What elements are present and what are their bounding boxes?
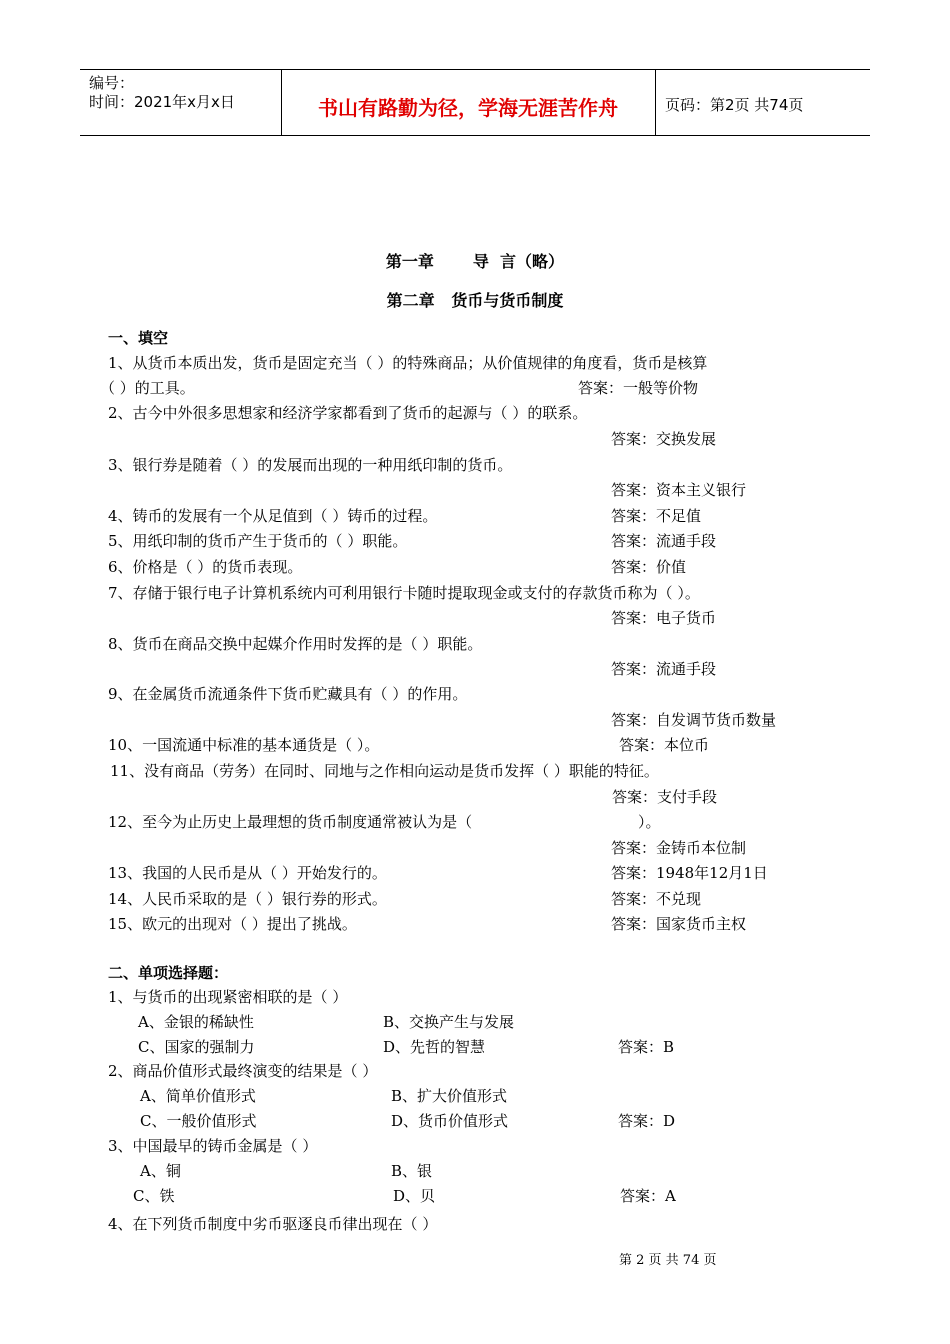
choice-2-answer: 答案：D — [618, 1112, 676, 1130]
question-9: 9、在金属货币流通条件下货币贮藏具有（ ）的作用。 — [108, 685, 468, 703]
question-14: 14、人民币采取的是（ ）银行券的形式。 — [108, 890, 387, 908]
header-bottom-rule — [80, 135, 870, 136]
choice-3-option-d: D、贝 — [393, 1187, 436, 1205]
question-8: 8、货币在商品交换中起媒介作用时发挥的是（ ）职能。 — [108, 635, 483, 653]
answer-3: 答案：资本主义银行 — [611, 481, 747, 499]
answer-9: 答案：自发调节货币数量 — [611, 711, 777, 729]
choice-1-answer: 答案：B — [618, 1038, 675, 1056]
choice-question-1: 1、与货币的出现紧密相联的是（ ） — [108, 988, 348, 1006]
answer-4: 答案：不足值 — [611, 507, 702, 525]
answer-5: 答案：流通手段 — [611, 532, 717, 550]
question-5: 5、用纸印制的货币产生于货币的（ ）职能。 — [108, 532, 408, 550]
question-3: 3、银行券是随着（ ）的发展而出现的一种用纸印制的货币。 — [108, 456, 513, 474]
choice-3-option-b: B、银 — [391, 1162, 433, 1180]
answer-12: 答案：金铸币本位制 — [611, 839, 747, 857]
question-12: 12、至今为止历史上最理想的货币制度通常被认为是（ — [108, 813, 473, 831]
choice-2-option-c: C、一般价值形式 — [140, 1112, 257, 1130]
choice-1-option-b: B、交换产生与发展 — [383, 1013, 515, 1031]
page-info: 页码：第2页 共74页 — [665, 96, 804, 114]
chapter2-title: 第二章 货币与货币制度 — [386, 291, 564, 310]
question-10: 10、一国流通中标准的基本通货是（ ）。 — [108, 736, 380, 754]
answer-10: 答案：本位币 — [619, 736, 710, 754]
serial-label: 编号： — [89, 74, 135, 92]
answer-1: 答案：一般等价物 — [578, 379, 699, 397]
header-divider-right — [655, 69, 656, 136]
choice-3-answer: 答案：A — [620, 1187, 676, 1205]
choice-question-4: 4、在下列货币制度中劣币驱逐良币律出现在（ ） — [108, 1215, 438, 1233]
answer-6: 答案：价值 — [611, 558, 687, 576]
question-12-close: ）。 — [638, 813, 661, 831]
page-footer: 第 2 页 共 74 页 — [619, 1253, 717, 1268]
header-top-rule — [80, 69, 870, 70]
question-15: 15、欧元的出现对（ ）提出了挑战。 — [108, 915, 357, 933]
choice-1-option-c: C、国家的强制力 — [138, 1038, 255, 1056]
choice-question-2: 2、商品价值形式最终演变的结果是（ ） — [108, 1062, 378, 1080]
answer-2: 答案：交换发展 — [611, 430, 717, 448]
header-divider-left — [281, 69, 282, 136]
chapter1-title: 第一章 导 言（略） — [385, 252, 565, 271]
answer-14: 答案：不兑现 — [611, 890, 702, 908]
question-11: 11、没有商品（劳务）在同时、同地与之作相向运动是货币发挥（ ）职能的特征。 — [110, 762, 659, 780]
choice-1-option-a: A、金银的稀缺性 — [138, 1013, 254, 1031]
section-heading-fill-blank: 一、填空 — [108, 329, 169, 347]
motto: 书山有路勤为径，学海无涯苦作舟 — [318, 96, 618, 120]
question-7: 7、存储于银行电子计算机系统内可利用银行卡随时提取现金或支付的存款货币称为（ ）。 — [108, 584, 700, 602]
answer-8: 答案：流通手段 — [611, 660, 717, 678]
answer-11: 答案：支付手段 — [612, 788, 718, 806]
question-1-line2: （ ）的工具。 — [100, 379, 195, 397]
section-heading-single-choice: 二、单项选择题： — [108, 964, 229, 982]
question-4: 4、铸币的发展有一个从足值到（ ）铸币的过程。 — [108, 507, 438, 525]
choice-1-option-d: D、先哲的智慧 — [383, 1038, 486, 1056]
answer-13: 答案：1948年12月1日 — [611, 864, 768, 882]
choice-3-option-c: C、铁 — [133, 1187, 175, 1205]
choice-3-option-a: A、铜 — [140, 1162, 181, 1180]
choice-2-option-b: B、扩大价值形式 — [391, 1087, 508, 1105]
question-2: 2、古今中外很多思想家和经济学家都看到了货币的起源与（ ）的联系。 — [108, 404, 588, 422]
answer-15: 答案：国家货币主权 — [611, 915, 747, 933]
question-1-line1: 1、从货币本质出发，货币是固定充当（ ）的特殊商品；从价值规律的角度看，货币是核算 — [108, 354, 708, 372]
choice-2-option-d: D、货币价值形式 — [391, 1112, 509, 1130]
date-line: 时间：2021年x月x日 — [89, 93, 235, 111]
choice-2-option-a: A、简单价值形式 — [140, 1087, 256, 1105]
answer-7: 答案：电子货币 — [611, 609, 717, 627]
question-6: 6、价格是（ ）的货币表现。 — [108, 558, 303, 576]
choice-question-3: 3、中国最早的铸币金属是（ ） — [108, 1137, 318, 1155]
question-13: 13、我国的人民币是从（ ）开始发行的。 — [108, 864, 387, 882]
